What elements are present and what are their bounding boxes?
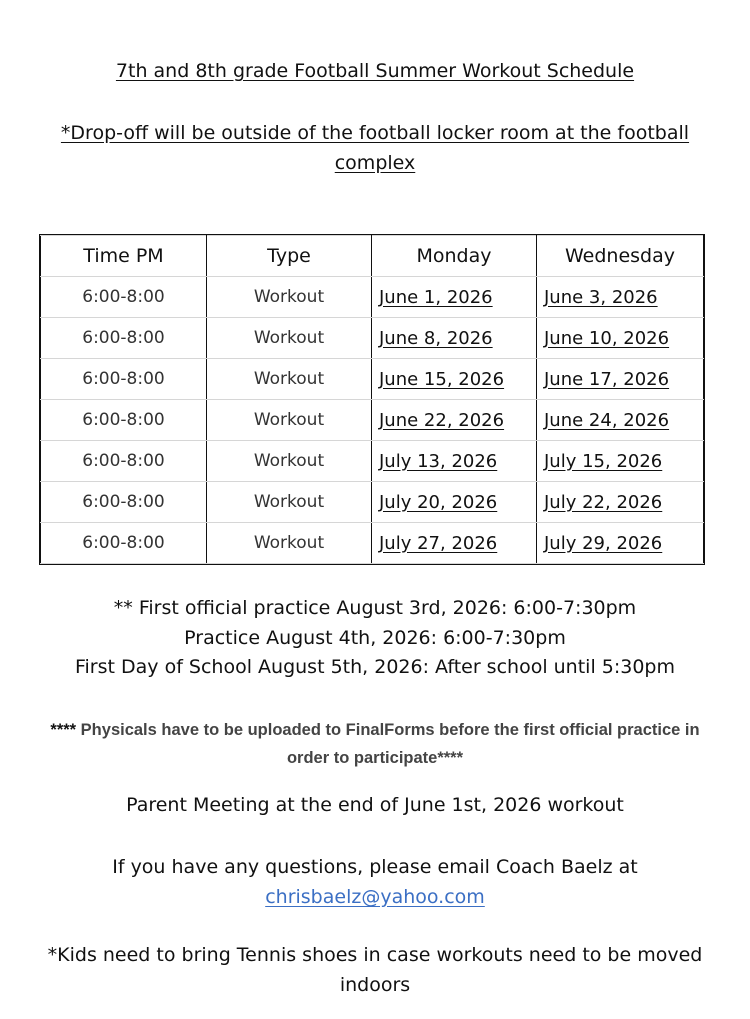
- time-cell: 6:00-8:00: [41, 482, 207, 523]
- type-cell: Workout: [207, 441, 372, 482]
- wednesday-date-cell: June 24, 2026: [537, 400, 704, 441]
- parent-meeting-note: Parent Meeting at the end of June 1st, 2026 workout: [126, 794, 624, 816]
- wednesday-date-cell: July 15, 2026: [537, 441, 704, 482]
- questions-note: [0, 852, 750, 912]
- type-cell: Workout: [207, 359, 372, 400]
- time-cell: 6:00-8:00: [41, 277, 207, 318]
- wednesday-date-cell: June 17, 2026: [537, 359, 704, 400]
- dropoff-note: *Drop-off will be outside of the football locker room at the football complex: [60, 122, 690, 174]
- practice-note: Practice August 4th, 2026: 6:00-7:30pm: [184, 626, 566, 649]
- physicals-stars-open: ****: [50, 721, 77, 739]
- monday-date-cell: July 13, 2026: [372, 441, 537, 482]
- time-cell: 6:00-8:00: [41, 400, 207, 441]
- physicals-stars-close: ****: [437, 749, 464, 767]
- type-cell: Workout: [207, 400, 372, 441]
- table-row: [41, 400, 704, 441]
- time-cell: 6:00-8:00: [41, 523, 207, 564]
- type-cell: Workout: [207, 523, 372, 564]
- monday-date-cell: June 8, 2026: [372, 318, 537, 359]
- monday-date-cell: July 27, 2026: [372, 523, 537, 564]
- table-row: [41, 318, 704, 359]
- wednesday-date-cell: July 22, 2026: [537, 482, 704, 523]
- email-link[interactable]: chrisbaelz@yahoo.com: [265, 886, 485, 908]
- table-row: [41, 482, 704, 523]
- type-cell: Workout: [207, 277, 372, 318]
- type-cell: Workout: [207, 482, 372, 523]
- wednesday-date-cell: June 10, 2026: [537, 318, 704, 359]
- monday-date-cell: June 1, 2026: [372, 277, 537, 318]
- physicals-text: Physicals have to be uploaded to FinalForms before the first official practice in order to participate: [76, 721, 700, 767]
- table-row: [41, 523, 704, 564]
- monday-date-cell: June 15, 2026: [372, 359, 537, 400]
- monday-date-cell: June 22, 2026: [372, 400, 537, 441]
- wednesday-date-cell: June 3, 2026: [537, 277, 704, 318]
- column-header-type: Type: [207, 236, 372, 277]
- first-day-note: First Day of School August 5th, 2026: After school until 5:30pm: [74, 656, 676, 678]
- table-header-row: [41, 236, 704, 277]
- table-row: [41, 441, 704, 482]
- column-header-monday: Monday: [372, 236, 537, 277]
- time-cell: 6:00-8:00: [41, 441, 207, 482]
- time-cell: 6:00-8:00: [41, 359, 207, 400]
- practice-notes: [0, 594, 750, 683]
- monday-date-cell: July 20, 2026: [372, 482, 537, 523]
- physicals-note: [50, 716, 700, 772]
- first-practice-note: ** First official practice August 3rd, 2026: 6:00-7:30pm: [113, 597, 637, 619]
- table-row: [41, 277, 704, 318]
- questions-text: If you have any questions, please email Coach Baelz at: [112, 856, 638, 878]
- schedule-table: [40, 235, 704, 564]
- column-header-wednesday: Wednesday: [537, 236, 704, 277]
- time-cell: 6:00-8:00: [41, 318, 207, 359]
- column-header-time: Time PM: [41, 236, 207, 277]
- tennis-shoes-note: *Kids need to bring Tennis shoes in case workouts need to be moved indoors: [47, 944, 703, 996]
- page-title: 7th and 8th grade Football Summer Workout Schedule: [115, 60, 635, 82]
- type-cell: Workout: [207, 318, 372, 359]
- wednesday-date-cell: July 29, 2026: [537, 523, 704, 564]
- table-row: [41, 359, 704, 400]
